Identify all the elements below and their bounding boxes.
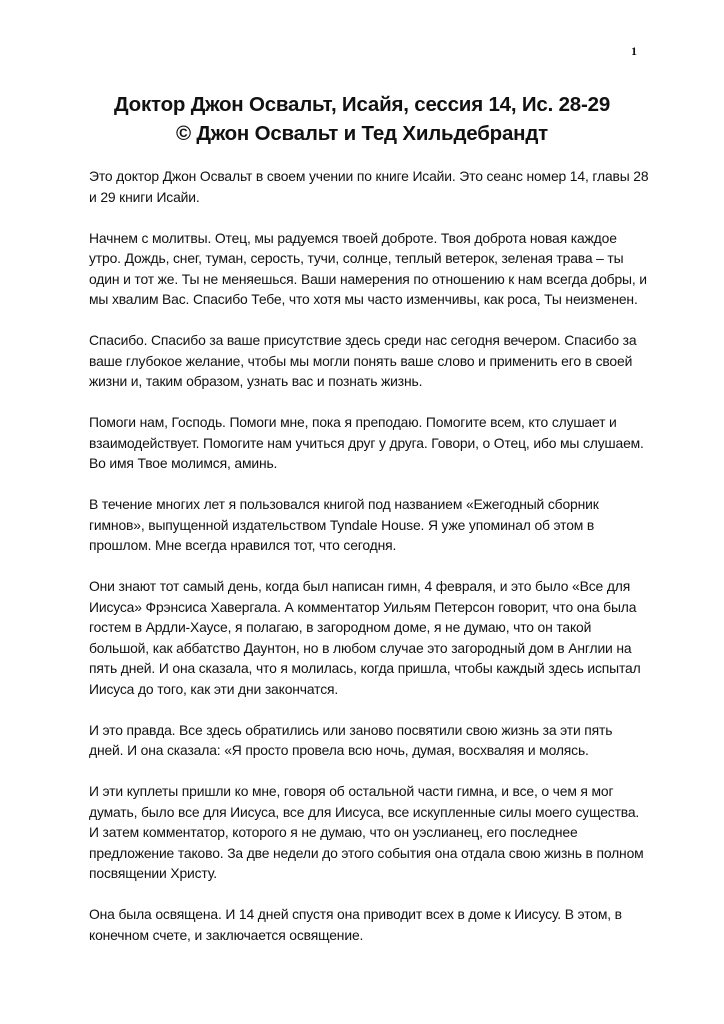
paragraph: Начнем с молитвы. Отец, мы радуемся твоей доброте. Твоя доброта новая каждое утро. Дождь, снег, туман, серость, тучи, солнце, теплый ветерок, зеленая трава – ты один и тот же. Ты не меняешься. Ваши намерения по отношению к нам всегда добры, и мы хвалим Вас. Спасибо Тебе, что хотя мы часто изменчивы, как роса, Ты неизменен. bbox=[89, 229, 647, 307]
title-line-1: Доктор Джон Освальт, Исайя, сессия 14, Ис. 28-29 bbox=[113, 93, 611, 116]
paragraph: Она была освящена. И 14 дней спустя она приводит всех в доме к Иисусу. В этом, в конечном счете, и заключается освящение. bbox=[89, 906, 622, 943]
paragraph: Помоги нам, Господь. Помоги мне, пока я преподаю. Помогите всем, кто слушает и взаимодействует. Помогите нам учиться друг у друга. Говори, о Отец, ибо мы слушаем. Во имя Твое молимся, аминь. bbox=[89, 414, 644, 471]
document-title bbox=[40, 90, 684, 148]
title-line-2: © Джон Освальт и Тед Хильдебрандт bbox=[175, 122, 549, 145]
paragraph: И эти куплеты пришли ко мне, говоря об остальной части гимна, и все, о чем я мог думать, было все для Иисуса, все для Иисуса, все искупленные силы моего существа. И затем комментатор, которого я не думаю, что он уэслианец, его последнее предложение таково. За две недели до этого события она отдала свою жизнь в полном посвящении Христу. bbox=[89, 783, 644, 881]
paragraph: Это доктор Джон Освальт в своем учении по книге Исайи. Это сеанс номер 14, главы 28 и 29 книги Исайи. bbox=[89, 168, 649, 205]
paragraph: Спасибо. Спасибо за ваше присутствие здесь среди нас сегодня вечером. Спасибо за ваше глубокое желание, чтобы мы могли понять ваше слово и применить его в своей жизни и, таким образом, узнать вас и познать жизнь. bbox=[89, 332, 637, 389]
paragraph: И это правда. Все здесь обратились или заново посвятили свою жизнь за эти пять дней. И она сказала: «Я просто провела всю ночь, думая, восхваляя и молясь. bbox=[89, 721, 613, 758]
paragraph: В течение многих лет я пользовался книгой под названием «Ежегодный сборник гимнов», выпущенной издательством Tyndale House. Я уже упоминал об этом в прошлом. Мне всегда нравился тот, что сегодня. bbox=[89, 496, 599, 553]
document-body bbox=[89, 166, 649, 966]
paragraph: Они знают тот самый день, когда был написан гимн, 4 февраля, и это было «Все для Иисуса» Фрэнсиса Хавергала. А комментатор Уильям Петерсон говорит, что она была гостем в Ардли-Хаусе, я полагаю, в загородном доме, я не думаю, что он такой большой, как аббатство Даунтон, но в любом случае это загородный дом в Англии на пять дней. И она сказала, что я молилась, когда пришла, чтобы каждый здесь испытал Иисуса до того, как эти дни закончатся. bbox=[89, 578, 641, 697]
page-number: 1 bbox=[631, 44, 637, 58]
